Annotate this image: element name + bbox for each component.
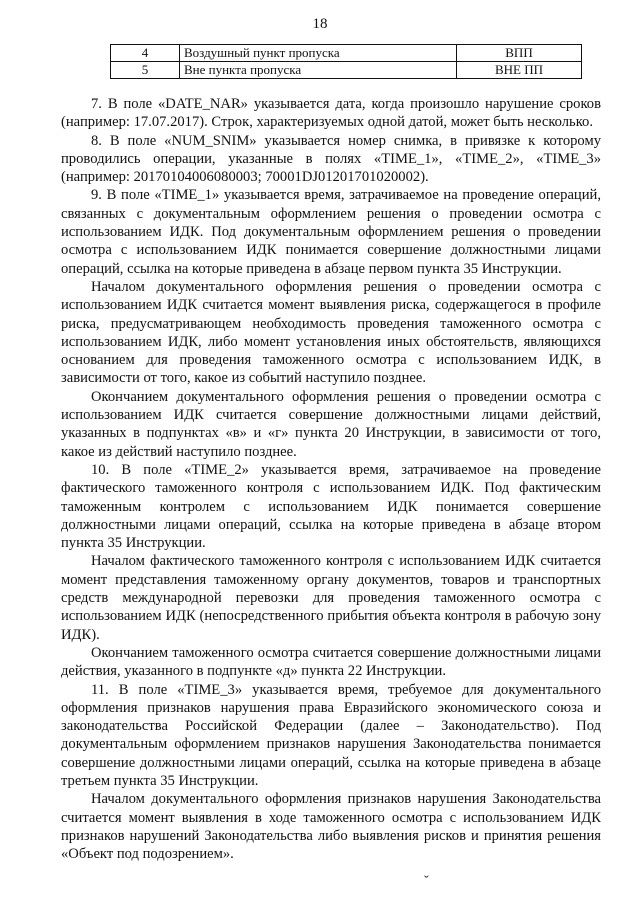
document-body bbox=[61, 95, 601, 863]
table-row bbox=[111, 45, 582, 62]
codes-table bbox=[110, 44, 582, 79]
paragraph-item-10-end: Окончанием таможенного осмотра считается совершение должностными лицами действия, указанного в подпункте «д» пункта 22 Инструкции. bbox=[61, 644, 601, 680]
table-cell-name: Воздушный пункт пропуска bbox=[180, 45, 457, 62]
table-cell-abbreviation: ВНЕ ПП bbox=[457, 62, 582, 79]
paragraph-item-9: 9. В поле «TIME_1» указывается время, затрачиваемое на проведение операций, связанных с документальным оформлением решения о проведении осмотра с использованием ИДК. Под документальным оформлением решения о проведении осмотра с использованием ИДК понимается совершение должностными лицами операций, ссылка на которые приведена в абзаце первом пункта 35 Инструкции. bbox=[61, 187, 601, 277]
paragraph-item-11-start: Началом документального оформления признаков нарушения Законодательства считается момент выявления в ходе таможенного осмотра с использованием ИДК признаков нарушений Законодательства либо выявления рисков и принятия решения «Объект под подозрением». bbox=[61, 791, 601, 863]
table-cell-number: 4 bbox=[111, 45, 180, 62]
paragraph-item-7: 7. В поле «DATE_NAR» указывается дата, когда произошло нарушение сроков (например: 17.07.2017). Строк, характеризуемых одной датой, может быть несколько. bbox=[61, 96, 601, 131]
paragraph-item-9-start: Началом документального оформления решения о проведении осмотра с использованием ИДК считается момент выявления риска, содержащегося в профиле риска, предусматривающем необходимость проведения таможенного осмотра с использованием ИДК, либо момент установления иных обстоятельств, являющихся основанием для проведения таможенного осмотра с использованием ИДК, в зависимости от того, какое из событий наступило позднее. bbox=[61, 278, 601, 387]
table-cell-number: 5 bbox=[111, 62, 180, 79]
paragraph-item-10: 10. В поле «TIME_2» указывается время, затрачиваемое на проведение фактического таможенного контроля с использованием ИДК. Под фактическим таможенным контролем с использованием ИДК понимается совершение должностными лицами операций, ссылка на которые приведена в абзаце втором пункта 35 Инструкции. bbox=[61, 461, 601, 552]
table-cell-abbreviation: ВПП bbox=[457, 45, 582, 62]
page-number: 18 bbox=[312, 16, 328, 32]
table-row bbox=[111, 62, 582, 79]
paragraph-item-9-end: Окончанием документального оформления решения о проведении осмотра с использованием ИДК считается совершение должностными лицами действий, указанных в подпунктах «в» и «г» пункта 20 Инструкции, в зависимости от того, какое из действий наступило позднее. bbox=[61, 388, 601, 460]
paragraph-item-8: 8. В поле «NUM_SNIM» указывается номер снимка, в привязке к которому проводились операции, указанные в полях «TIME_1», «TIME_2», «TIME_3» (например: 20170104006080003; 70001DJ01201701020002). bbox=[61, 132, 601, 186]
table-cell-name: Вне пункта пропуска bbox=[180, 62, 457, 79]
paragraph-item-10-start: Началом фактического таможенного контроля с использованием ИДК считается момент представления таможенному органу документов, товаров и транспортных средств международной перевозки для проведения таможенного осмотра с использованием ИДК (непосредственного прибытия объекта контроля в рабочую зону ИДК). bbox=[61, 553, 601, 643]
scan-mark: ˇ bbox=[424, 874, 429, 889]
paragraph-item-11: 11. В поле «TIME_3» указывается время, требуемое для документального оформления признаков нарушения права Евразийского экономического союза и законодательства Российской Федерации (далее – Законодательство). Под документальным оформлением признаков нарушения Законодательства понимается совершение должностными лицами операций, ссылка на которые приведена в абзаце третьем пункта 35 Инструкции. bbox=[61, 681, 601, 789]
